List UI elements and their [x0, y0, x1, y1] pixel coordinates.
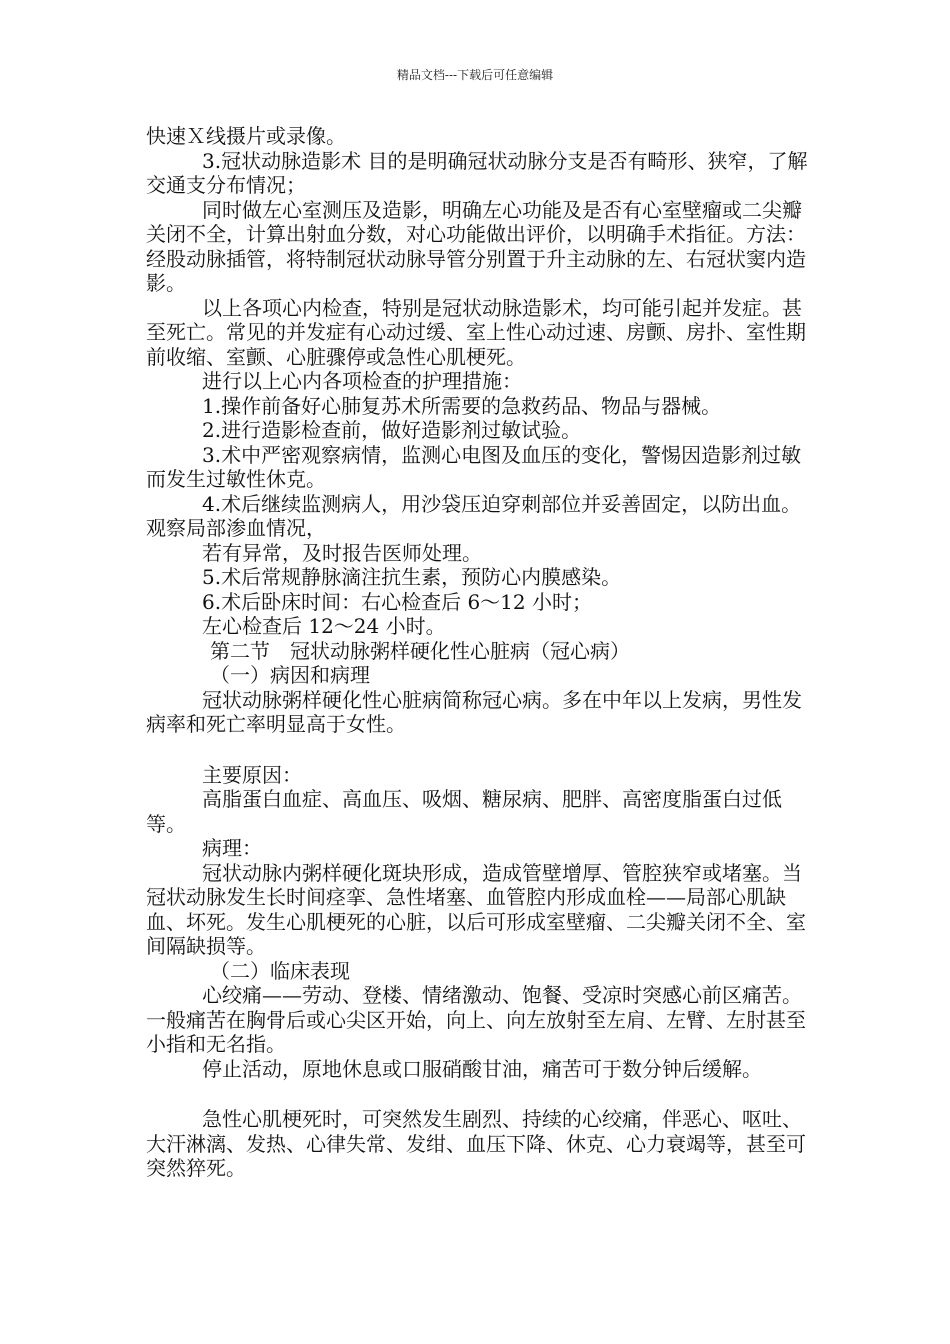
- paragraph: 病理：: [202, 836, 262, 860]
- paragraph: 停止活动，原地休息或口服硝酸甘油，痛苦可于数分钟后缓解。: [202, 1056, 762, 1081]
- paragraph: 3.冠状动脉造影术 目的是明确冠状动脉分支是否有畸形、狭窄，了解交通支分布情况；: [146, 148, 808, 197]
- paragraph: 冠状动脉内粥样硬化斑块形成，造成管壁增厚、管腔狭窄或堵塞。当冠状动脉发生长时间痉挛、急性堵塞、血管腔内形成血栓——局部心肌缺血、坏死。发生心肌梗死的心脏，以后可形成室壁瘤、二尖瓣关闭不全、室间隔缺损等。: [146, 860, 806, 958]
- list-item: 5.术后常规静脉滴注抗生素，预防心内膜感染。: [202, 565, 622, 589]
- paragraph: 快速Ｘ线摄片或录像。: [146, 124, 346, 148]
- list-item: 2.进行造影检查前，做好造影剂过敏试验。: [202, 418, 582, 442]
- paragraph: 主要原因：: [202, 762, 302, 787]
- subsection-heading: （一）病因和病理: [210, 663, 370, 687]
- list-item: 1.操作前备好心肺复苏术所需要的急救药品、物品与器械。: [202, 393, 722, 418]
- section-heading: 第二节 冠状动脉粥样硬化性心脏病（冠心病）: [210, 638, 630, 663]
- list-item: 3.术中严密观察病情，监测心电图及血压的变化，警惕因造影剂过敏而发生过敏性休克。: [146, 442, 802, 491]
- document-body: [146, 124, 816, 1181]
- subsection-heading: （二）临床表现: [210, 958, 350, 983]
- paragraph: 冠状动脉粥样硬化性心脏病简称冠心病。多在中年以上发病，男性发病率和死亡率明显高于女性。: [146, 687, 802, 736]
- paragraph: 急性心肌梗死时，可突然发生剧烈、持续的心绞痛，伴恶心、呕吐、大汗淋漓、发热、心律失常、发绀、血压下降、休克、心力衰竭等，甚至可突然猝死。: [146, 1107, 806, 1180]
- paragraph: 高脂蛋白血症、高血压、吸烟、糖尿病、肥胖、高密度脂蛋白过低等。: [146, 787, 782, 836]
- paragraph: 以上各项心内检查，特别是冠状动脉造影术，均可能引起并发症。甚至死亡。常见的并发症有心动过缓、室上性心动过速、房颤、房扑、室性期前收缩、室颤、心脏骤停或急性心肌梗死。: [146, 295, 806, 369]
- paragraph: 若有异常，及时报告医师处理。: [202, 540, 482, 565]
- paragraph: 同时做左心室测压及造影，明确左心功能及是否有心室壁瘤或二尖瓣关闭不全，计算出射血分数，对心功能做出评价，以明确手术指征。方法：经股动脉插管，将特制冠状动脉导管分别置于升主动脉的左、右冠状窦内造影。: [146, 197, 806, 295]
- list-item: 6.术后卧床时间：右心检查后 6～12 小时；: [202, 589, 592, 614]
- paragraph: 进行以上心内各项检查的护理措施：: [202, 369, 522, 393]
- page-header: 精品文档---下载后可任意编辑: [396, 68, 554, 82]
- list-item: 4.术后继续监测病人，用沙袋压迫穿刺部位并妥善固定，以防出血。观察局部渗血情况，: [146, 491, 802, 540]
- paragraph: 左心检查后 12～24 小时。: [202, 614, 446, 638]
- paragraph: 心绞痛——劳动、登楼、情绪激动、饱餐、受凉时突感心前区痛苦。一般痛苦在胸骨后或心尖区开始，向上、向左放射至左肩、左臂、左肘甚至小指和无名指。: [146, 983, 806, 1056]
